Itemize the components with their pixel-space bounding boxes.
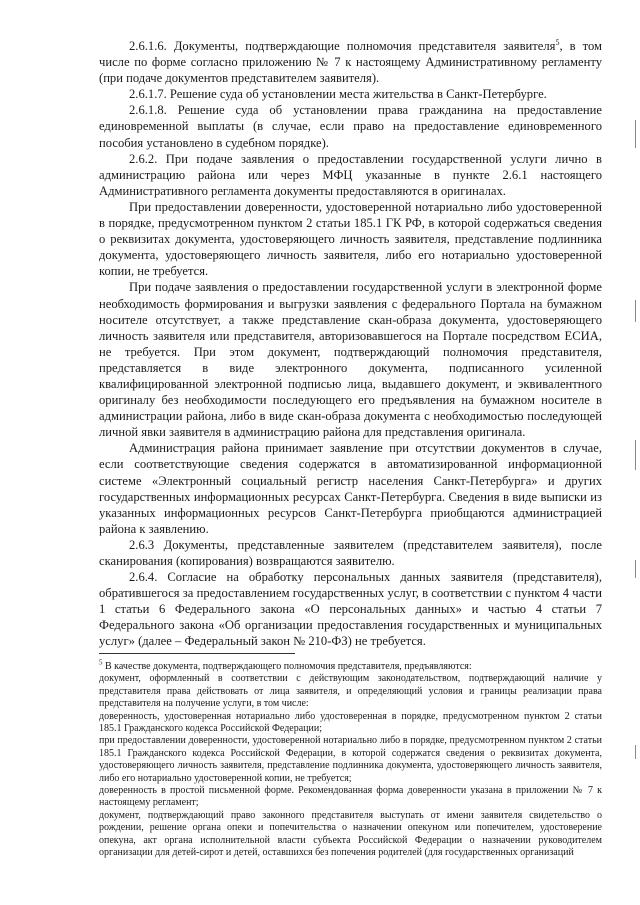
paragraph-text: 2.6.1.6. Документы, подтверждающие полномочия представителя заявителя (129, 39, 556, 53)
paragraph-power-of-attorney: При предоставлении доверенности, удостоверенной нотариально либо удостоверенной в порядке, предусмотренном пунктом 2 статьи 185.1 ГК РФ, в которой содержаться сведения о реквизитах документа, удостоверяющего личность заявителя, представление подлинника документа, удостоверяющего личность заявителя, либо его нотариально удостоверенной копии, не требуется. (99, 199, 602, 279)
paragraph-2-6-2: 2.6.2. При подаче заявления о предоставлении государственной услуги лично в администрацию района или через МФЦ указанные в пункте 2.6.1 настоящего Административного регламента документы предоставляются в оригиналах. (99, 151, 602, 198)
scan-edge-marks (630, 0, 636, 905)
scan-mark (635, 560, 636, 578)
paragraph-2-6-1-7: 2.6.1.7. Решение суда об установлении места жительства в Санкт-Петербурге. (129, 87, 547, 102)
footnote-line: при предоставлении доверенности, удостоверенной нотариально либо в порядке, предусмотренном пунктом 2 статьи 185.1 Гражданского кодекса Российской Федерации, в которой содержатся сведения о реквизитах документа, удостоверяющего личность заявителя, представление подлинника документа, удостоверяющего личность заявителя, либо его нотариально удостоверенной копии, не требуется; (99, 735, 602, 784)
footnote-ref: 5 (555, 37, 560, 47)
paragraph-electronic-form: При подаче заявления о предоставлении государственной услуги в электронной форме необходимость формирования и выгрузки заявления с федерального Портала на бумажном носителе отсутствует, а также представление скан-образа документа, удостоверяющего личность заявителя или представителя, авторизовавшегося на Портале посредством ЕСИА, не требуется. При этом документ, подтверждающий полномочия представителя, представляется в виде электронного документа, подписанного усиленной квалифицированной электронной подписью лица, выдавшего документ, и эквивалентного оригиналу без необходимости последующего его предъявления на бумажном носителе в администрации района, либо в виде скан-образа документа с необходимостью последующей личной явки заявителя в администрацию района для представления оригинала. (99, 280, 602, 440)
scan-mark (635, 120, 636, 148)
paragraph-administration: Администрация района принимает заявление при отсутствии документов в случае, если соответствующие сведения содержатся в автоматизированной информационной системе «Электронный социальный регистр населения Санкт-Петербурга» и других государственных информационных ресурсах Санкт-Петербурга. Сведения в виде выписки из указанных информационных ресурсов Санкт-Петербурга приобщаются администрацией района к заявлению. (99, 441, 602, 536)
footnotes (99, 658, 602, 860)
scan-mark (635, 440, 636, 470)
scan-mark (635, 300, 636, 322)
main-text (99, 38, 602, 650)
paragraph-2-6-4: 2.6.4. Согласие на обработку персональных данных заявителя (представителя), обратившегося за предоставлением государственных услуг, в соответствии с пунктом 4 части 1 статьи 6 Федерального закона «О персональных данных» и частью 4 статьи 7 Федерального закона «Об организации предоставления государственных и муниципальных услуг» (далее – Федеральный закон № 210-ФЗ) не требуется. (99, 570, 602, 649)
footnote-marker: 5 (99, 658, 103, 667)
paragraph-2-6-1-6 (99, 38, 602, 86)
footnote-separator (99, 653, 295, 654)
paragraph-2-6-3: 2.6.3 Документы, представленные заявителем (представителем заявителя), после сканирования (копирования) возвращаются заявителю. (99, 537, 602, 568)
footnote-line: документ, подтверждающий право законного представителя выступать от имени заявителя свидетельство о рождении, решение органа опеки и попечительства о назначении опекуном или попечителем, удостоверение опекуна, акт органа исполнительной власти субъекта Российской Федерации о назначении руководителем организации для детей-сирот и детей, оставшихся без попечения родителей (для государственных организаций (99, 809, 602, 859)
footnote-line: доверенность в простой письменной форме. Рекомендованная форма доверенности указана в приложении № 7 к настоящему регламент; (99, 785, 602, 809)
footnote-line: доверенность, удостоверенная нотариально либо удостоверенная в порядке, предусмотренном пунктом 2 статьи 185.1 Гражданского кодекса Российской Федерации; (99, 710, 602, 735)
paragraph-text-continued: , в том числе по форме согласно приложению № 7 к настоящему Административному регламенту (при подаче документов представителем заявителя). (99, 39, 603, 86)
footnote-text: В качестве документа, подтверждающего полномочия представителя, предъявляются: (102, 661, 472, 672)
scan-mark (635, 745, 636, 759)
footnote-line: документ, оформленный в соответствии с действующим законодательством, подтверждающий наличие у представителя права действовать от лица заявителя, и определяющий условия и границы реализации права представителя на получение услуги, в том числе: (99, 673, 602, 710)
footnote-5 (99, 658, 602, 673)
paragraph-2-6-1-8: 2.6.1.8. Решение суда об установлении права гражданина на предоставление единовременной выплаты (в случае, если право на предоставление единовременного пособия установлено в судебном порядке). (99, 103, 602, 150)
